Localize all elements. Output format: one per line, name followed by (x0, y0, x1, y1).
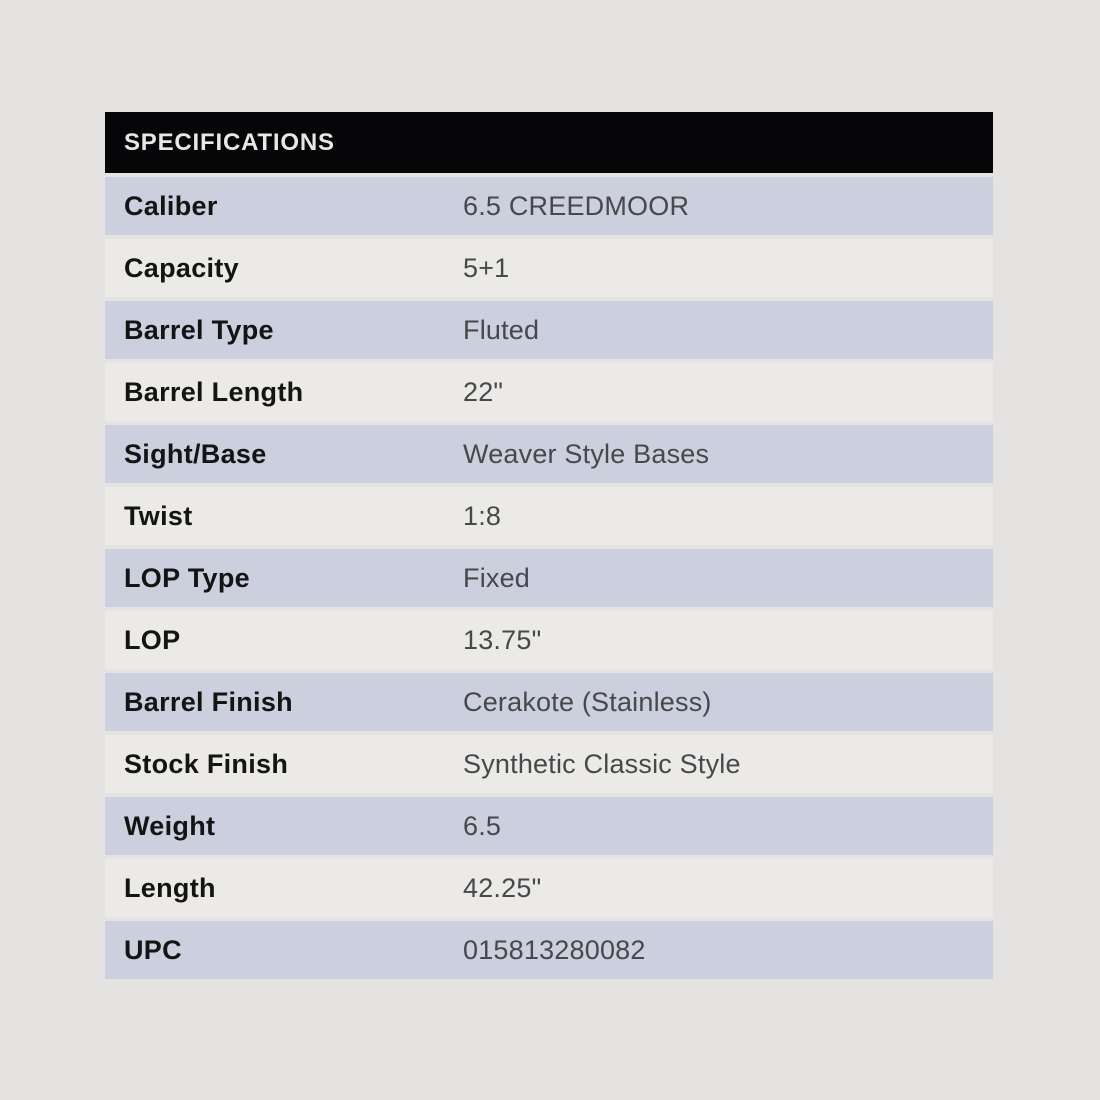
spec-row (105, 301, 993, 359)
spec-value: 5+1 (463, 252, 510, 283)
spec-label: Stock Finish (124, 748, 289, 779)
spec-label: Capacity (124, 252, 239, 283)
spec-row (105, 673, 993, 731)
spec-label: Barrel Finish (124, 686, 293, 717)
spec-row (105, 921, 993, 979)
spec-value: Synthetic Classic Style (463, 748, 741, 779)
spec-value: 22" (463, 376, 504, 407)
spec-label: UPC (124, 934, 182, 965)
spec-row (105, 549, 993, 607)
spec-label: Weight (124, 810, 216, 841)
spec-rows-container (105, 177, 993, 979)
spec-row (105, 177, 993, 235)
spec-label: Twist (124, 500, 193, 531)
spec-value: 015813280082 (463, 934, 646, 965)
spec-row (105, 363, 993, 421)
spec-row (105, 859, 993, 917)
spec-value: 42.25" (463, 872, 542, 903)
specifications-table (105, 112, 993, 979)
spec-value: Fluted (463, 314, 540, 345)
spec-value: Cerakote (Stainless) (463, 686, 712, 717)
spec-row (105, 611, 993, 669)
spec-row (105, 239, 993, 297)
spec-label: Length (124, 872, 216, 903)
spec-value: 6.5 CREEDMOOR (463, 190, 690, 221)
spec-label: Sight/Base (124, 438, 267, 469)
spec-value: 13.75" (463, 624, 542, 655)
spec-row (105, 797, 993, 855)
spec-value: Fixed (463, 562, 531, 593)
spec-label: Barrel Length (124, 376, 304, 407)
spec-row (105, 735, 993, 793)
spec-label: Barrel Type (124, 314, 274, 345)
specifications-header (105, 112, 993, 173)
spec-value: Weaver Style Bases (463, 438, 710, 469)
specifications-title: SPECIFICATIONS (124, 128, 335, 156)
spec-label: Caliber (124, 190, 218, 221)
spec-row (105, 425, 993, 483)
spec-label: LOP Type (124, 562, 250, 593)
spec-value: 1:8 (463, 500, 502, 531)
spec-value: 6.5 (463, 810, 502, 841)
spec-row (105, 487, 993, 545)
spec-label: LOP (124, 624, 181, 655)
